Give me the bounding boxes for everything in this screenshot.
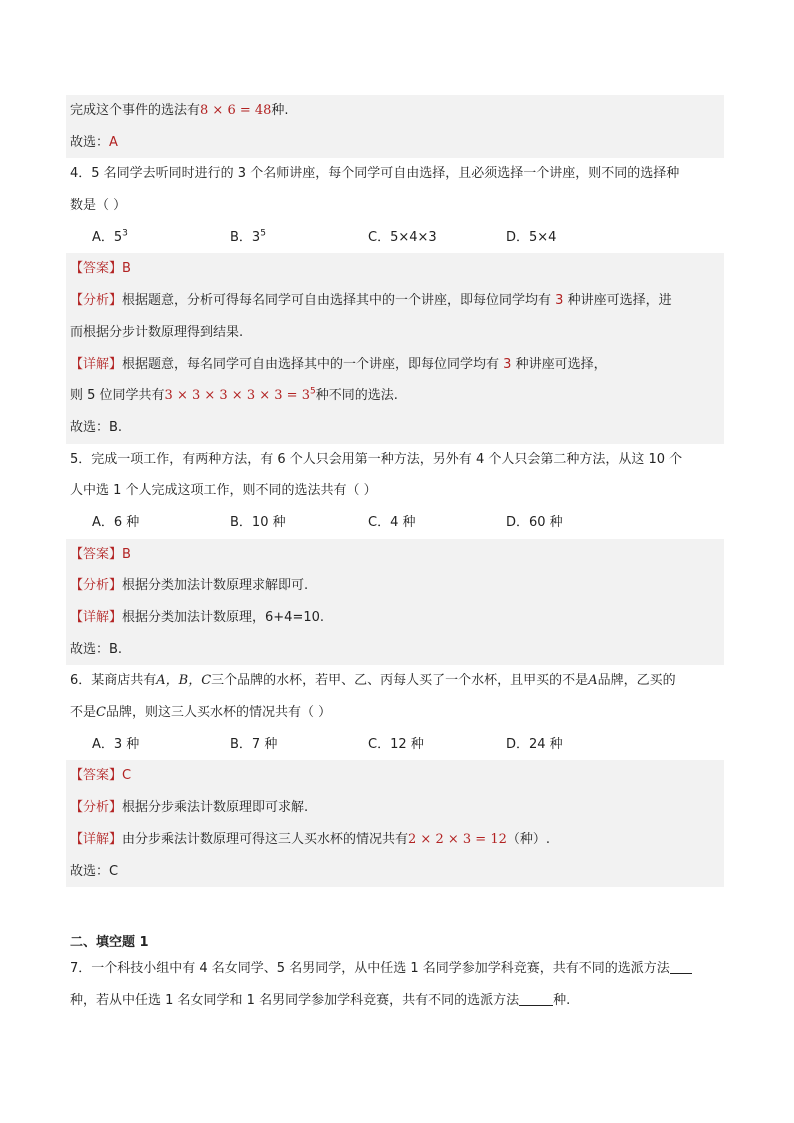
q5-answer-value: B: [122, 546, 131, 562]
q6-option-a[interactable]: A．3 种: [92, 736, 140, 752]
document-page: [70, 95, 724, 1017]
q5-detail-line: 【详解】根据分类加法计数原理，6+4=10.: [66, 602, 724, 634]
q6-answer-label: 【答案】: [70, 768, 123, 784]
q4-answer-line: [66, 253, 724, 285]
q6-detail-label: 【详解】: [70, 831, 123, 847]
q6-answer-value: C: [122, 768, 132, 784]
q5-answer-label: 【答案】: [70, 546, 123, 562]
q3-choice-value: A: [109, 134, 118, 150]
q5-analysis-label: 【分析】: [70, 578, 123, 594]
q5-choice-line: 故选：B.: [66, 634, 724, 666]
q4-analysis-label: 【分析】: [70, 293, 123, 309]
q3-calc-line: [66, 95, 724, 127]
q3-choice-prefix: 故选：: [70, 134, 110, 150]
q4-detail-line1: 【详解】根据题意，每名同学可自由选择其中的一个讲座，即每位同学均有 3 种讲座可选择，: [66, 349, 724, 381]
q5-option-b[interactable]: B．10 种: [230, 514, 286, 530]
q5-options: [70, 507, 724, 539]
q5-option-a[interactable]: A．6 种: [92, 514, 140, 530]
q4-option-c[interactable]: C．5×4×3: [368, 229, 437, 245]
q5-detail-label: 【详解】: [70, 610, 123, 625]
q6-analysis-label: 【分析】: [70, 800, 123, 816]
section-title: 二、填空题 1: [70, 935, 149, 951]
q7-blank-2[interactable]: [519, 992, 553, 1006]
q4-option-d[interactable]: D．5×4: [506, 229, 557, 245]
q4-detail-line2: 则 5 位同学共有$3 \times 3 \times 3 \times 3 \times 3 = 3^5$种不同的选法.: [66, 380, 724, 412]
q5-option-c[interactable]: C．4 种: [368, 514, 416, 530]
q3-calc-suffix: 种.: [271, 103, 289, 118]
q6-stem-line1: 6．某商店共有A，B，C三个品牌的水杯，若甲、乙、丙每人买了一个水杯，且甲买的不是A品牌，乙买的: [70, 673, 676, 689]
q6-stem-line2: 不是C品牌，则这三人买水杯的情况共有（ ）: [70, 705, 332, 721]
q6-answer-line: [66, 760, 724, 792]
q6-detail-line: 【详解】由分步乘法计数原理可得这三人买水杯的情况共有2 × 2 × 3 = 12（种）.: [66, 824, 724, 856]
q3-calc-prefix: 完成这个事件的选法有: [70, 103, 201, 118]
q4-choice-line: 故选：B.: [66, 412, 724, 444]
q4-option-b[interactable]: B．$3^5$: [230, 228, 266, 245]
q6-option-c[interactable]: C．12 种: [368, 736, 424, 752]
q3-choice-line: [66, 127, 724, 159]
q4-options: [70, 222, 724, 254]
section-gap: [70, 887, 724, 923]
q6-option-d[interactable]: D．24 种: [506, 736, 563, 752]
q4-stem-line2: 数是（ ）: [70, 198, 127, 214]
q7-blank-1[interactable]: [670, 960, 692, 974]
q4-analysis-line1: 【分析】根据题意，分析可得每名同学可自由选择其中的一个讲座，即每位同学均有 3 种讲座可选择，进: [66, 285, 724, 317]
q5-option-d[interactable]: D．60 种: [506, 514, 563, 530]
q4-option-a[interactable]: A．$5^3$: [92, 228, 128, 245]
q5-analysis-line: 【分析】根据分类加法计数原理求解即可.: [66, 570, 724, 602]
q4-analysis-line2: 而根据分步计数原理得到结果.: [66, 317, 724, 349]
q6-choice-line: 故选：C: [66, 856, 724, 888]
q4-answer-label: 【答案】: [70, 261, 123, 277]
q5-stem-line2: 人中选 1 个人完成这项工作，则不同的选法共有（ ）: [70, 483, 377, 499]
q7-line1: 7．一个科技小组中有 4 名女同学、5 名男同学，从中任选 1 名同学参加学科竞赛，共有不同的选派方法: [70, 953, 724, 985]
q4-detail-label: 【详解】: [70, 356, 123, 372]
q6-analysis-line: 【分析】根据分步乘法计数原理即可求解.: [66, 792, 724, 824]
q6-option-b[interactable]: B．7 种: [230, 736, 278, 752]
q4-stem-line1: 4．5 名同学去听同时进行的 3 个名师讲座，每个同学可自由选择，且必须选择一个讲座，则不同的选择种: [70, 166, 680, 182]
q6-options: [70, 729, 724, 761]
q5-answer-line: [66, 539, 724, 571]
q4-answer-value: B: [122, 261, 131, 277]
q7-line2: 种，若从中任选 1 名女同学和 1 名男同学参加学科竞赛，共有不同的选派方法 种.: [70, 992, 571, 1008]
q3-calc-math: 8 × 6 = 48: [200, 103, 272, 118]
q5-stem-line1: 5．完成一项工作，有两种方法，有 6 个人只会用第一种方法，另外有 4 个人只会第二种方法，从这 10 个: [70, 451, 683, 467]
